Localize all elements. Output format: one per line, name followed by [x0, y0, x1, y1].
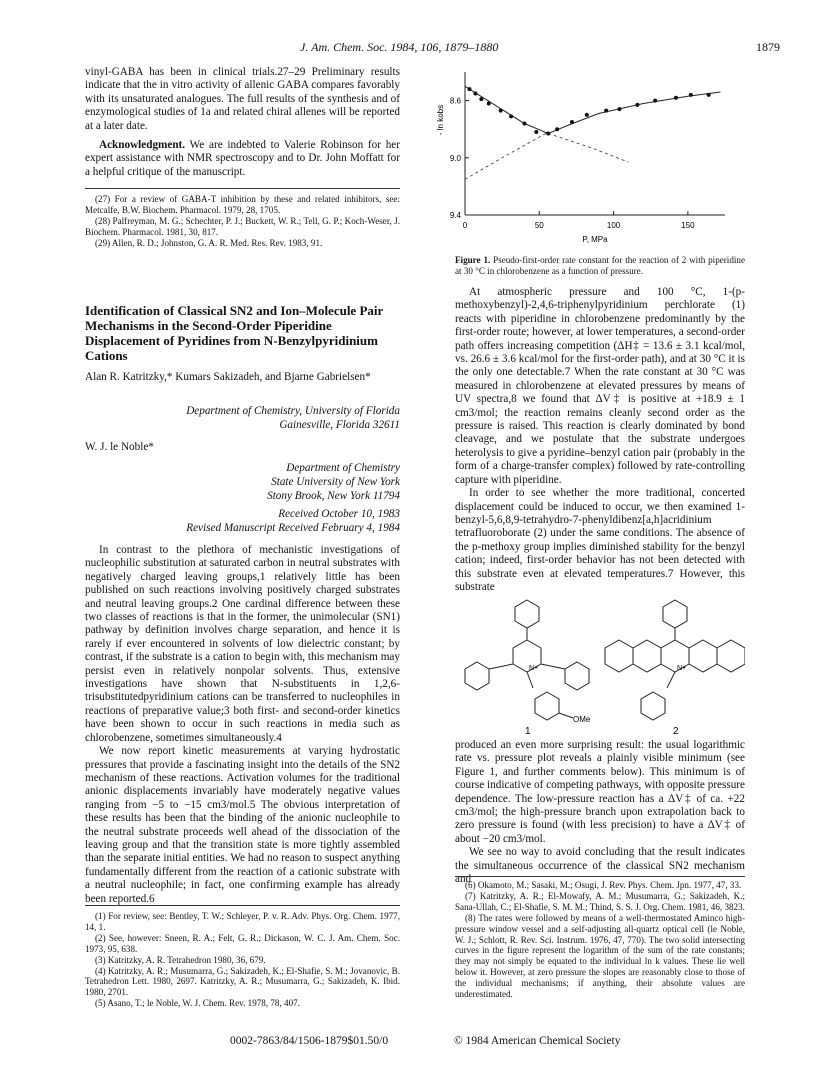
- body-left: In contrast to the plethora of mechanistic investigations of nucleophilic substitution at saturated carbon in neutral substrates with negatively charged leaving groups,1 relatively little has been published on such reactions involving positively charged substrates and neutral leaving groups.2 One cardinal difference between these two classes of reactions is that in the former, the unimolecular (SN1) pathway by definition involves charge separation, and hence it is rarely if ever encountered in solvents of low dielectric constant; by contrast, if the substrate is a cation to begin with, this mechanism may persist even in relatively nonpolar solvents. Thus, extensive investigations have shown that N-substituents in 1,2,6-trisubstitutedpyridinium cations can be transferred to nucleophiles in reactions of preparative value;3 both first- and second-order kinetics have been shown to occur in such reactions in media such as chlorobenzene, sometimes simultaneously.4 We now report kinetic measurements at varying hydrostatic pressures that provide a fascinating insight into the details of the SN2 mechanism of these reactions. Activation volumes for the traditional anionic displacements invariably have moderately negative values ranging from −5 to −15 cm3/mol.5 The obvious interpretation of these results has been that the binding of the anionic nucleophile to the neutral substrate proceeds well ahead of the dissociation of the leaving group and that the transition state is more tightly assembled than the separate initial entities. We had no reason to suspect anything fundamentally different from the reaction of a cationic substrate with a neutral nucleophile; in fact, one confirming example has already been reported.6: [85, 544, 400, 905]
- low-pressure-branch: [465, 132, 548, 179]
- x-axis-label: P, MPa: [582, 235, 608, 244]
- footnote: (4) Katritzky, A. R.; Musumarra, G.; Sakizadeh, K.; El-Shafie, S. M.; Jovanovic, B. Tetrahedron Lett. 1980, 2697. Katritzky, A. R.; Musumarra, G.; Sakizadeh, K. Ibid. 1980, 2701.: [85, 965, 400, 998]
- intro-paragraph: vinyl-GABA has been in clinical trials.27–29 Preliminary results indicate that the in vitro activity of allenic GABA compares favorably with its unsaturated analogues. The full results of the synthesis and of enzymological studies of 1a and related chiral allenes will be reported at a later date. Acknowledgment. We are indebted to Valerie Robinson for her expert assistance with NMR spectroscopy and to Dr. John Moffatt for a helpful critique of the manuscript.: [85, 66, 400, 178]
- x-tick-label: 50: [534, 221, 544, 230]
- data-point: [509, 114, 513, 118]
- authors-group-1: Alan R. Katritzky,* Kumars Sakizadeh, and Bjarne Gabrielsen*: [85, 371, 371, 383]
- data-point: [689, 93, 693, 97]
- ack-text: We are indebted to Valerie Robinson for her expert assistance with NMR spectroscopy and to Dr. John Moffatt for a helpful critique of the manuscript.: [85, 139, 400, 178]
- data-point: [487, 101, 491, 105]
- affiliation-2c: Stony Brook, New York 11794: [267, 490, 400, 502]
- footnote-rule: [85, 188, 400, 189]
- ome-label: OMe: [573, 715, 591, 724]
- data-point: [546, 131, 550, 135]
- data-point: [499, 109, 503, 113]
- data-point: [674, 96, 678, 100]
- footnote: (8) The rates were followed by means of a well-thermostated Aminco high-pressure window vessel and a self-adjusting all-quartz optical cell (le Noble, W. J.; Schlott, R. Rev. Sci. Instrum. 1976, 47, 770). The two solid intersecting curves in the figure represent the logarithm of the sum of the rate constants; they may not simply be equated to the individual ln k values. These lie well below it. However, at zero pressure the slopes are reasonably close to those of the individual mechanisms; if anything, their absolute values are underestimated.: [455, 912, 745, 1000]
- pressure-plot: [413, 60, 743, 255]
- data-point: [570, 120, 574, 124]
- data-point: [585, 113, 589, 117]
- footnotes-right: [455, 880, 745, 1000]
- body-right-2: produced an even more surprising result: the usual logarithmic rate vs. pressure plot reveals a plainly visible minimum (see Figure 1, and further comments below). This minimum is of course indicative of competing pathways, with opposite pressure dependence. The low-pressure reaction has a ΔV‡ of ca. +22 cm3/mol; the high-pressure branch upon extrapolation back to zero pressure is found (with less precision) to have a ΔV‡ of about −20 cm3/mol. We see no way to avoid concluding that the result indicates the simultaneous occurrence of the classical SN2 mechanism and: [455, 739, 745, 886]
- chemical-structures: [455, 596, 745, 736]
- data-point: [604, 109, 608, 113]
- data-point: [555, 127, 559, 131]
- footnote: (2) See, however: Sneen, R. A.; Felt, G. R.; Dickason, W. C. J. Am. Chem. Soc. 1973, 95, 638.: [85, 932, 400, 954]
- revised-date: Revised Manuscript Received February 4, 1984: [186, 522, 400, 534]
- structure-label-1: 1: [525, 726, 531, 736]
- figure-caption: Figure 1. Pseudo-first-order rate constant for the reaction of 2 with piperidine at 30 °C in chlorobenzene as a function of pressure.: [455, 255, 745, 276]
- authors-group-2: W. J. le Noble*: [85, 441, 154, 453]
- affiliation-1b: Gainesville, Florida 32611: [279, 419, 400, 431]
- data-point: [522, 121, 526, 125]
- x-tick-label: 100: [606, 221, 621, 230]
- footnote: (27) For a review of GABA-T inhibition by these and related inhibitors, see: Metcalfe, B.W. Biochem. Pharmacol. 1979, 28, 1705.: [85, 194, 400, 215]
- data-point: [707, 93, 711, 97]
- page-number: 1879: [756, 40, 780, 54]
- footnote-rule: [85, 905, 400, 906]
- footer-copyright: © 1984 American Chemical Society: [454, 1035, 621, 1047]
- received-date: Received October 10, 1983: [278, 508, 400, 520]
- ack-heading: Acknowledgment.: [99, 139, 186, 152]
- structure-label-2: 2: [673, 726, 679, 736]
- article-title: Identification of Classical SN2 and Ion–Molecule Pair Mechanisms in the Second-Order Piperidine Displacement of Pyridines from N-Benzylpyridinium Cations: [85, 303, 384, 363]
- y-tick-label: 8.6: [449, 96, 461, 106]
- plot-axes: [465, 72, 725, 215]
- plot-ticks: [450, 97, 695, 230]
- data-point: [479, 97, 483, 101]
- footnote: (1) For review, see: Bentley, T. W.; Schleyer, P. v. R. Adv. Phys. Org. Chem. 1977, 14, 1.: [85, 911, 400, 932]
- affiliation-2a: Department of Chemistry: [286, 462, 400, 474]
- data-point: [467, 87, 471, 91]
- footer-code: 0002-7863/84/1506-1879$01.50/0: [230, 1035, 389, 1047]
- footnote: (3) Katritzky, A. R. Tetrahedron 1980, 36, 679.: [95, 954, 266, 965]
- footnote: (29) Allen, R. D.; Johnston, G. A. R. Med. Res. Rev. 1983, 91.: [95, 237, 323, 248]
- n-plus-label-2: N+: [677, 665, 687, 672]
- journal-header: J. Am. Chem. Soc. 1984, 106, 1879–1880: [300, 40, 499, 54]
- footnote: (28) Palfreyman, M. G.; Schechter, P. J.; Buckett, W. R.; Tell, G. P.; Koch-Weser, J. Biochem. Pharmacol. 1981, 30, 817.: [85, 215, 400, 237]
- x-tick-label: 150: [681, 221, 695, 230]
- data-point: [618, 107, 622, 111]
- y-tick-label: 9.0: [449, 153, 461, 163]
- structure-1: [465, 600, 589, 720]
- structure-2: [605, 600, 745, 720]
- data-point: [653, 99, 657, 103]
- affiliation-1a: Department of Chemistry, University of Florida: [186, 405, 400, 417]
- data-point: [635, 103, 639, 107]
- body-right-1: At atmospheric pressure and 100 °C, 1-(p-methoxybenzyl)-2,4,6-triphenylpyridinium perchlorate (1) reacts with piperidine in chlorobenzene predominantly by the first-order route; however, at lower temperatures, a second-order path offers increasing competition (ΔH‡ = 13.6 ± 3.1 kcal/mol, vs. 26.6 ± 3.6 kcal/mol for the first-order path), and at 30 °C it is the only one detectable.7 When the rate constant at 30 °C was measured in chlorobenzene at elevated pressures by means of UV spectra,8 we found that ΔV‡ is positive at +18.9 ± 1 cm3/mol; the reaction remains cleanly second order as the pressure is raised. This reaction is clearly dominated by bond cleavage, and we postulate that the substrate undergoes heterolysis to give a pyridine–benzyl cation pair (probably in the form of a charge-transfer complex) followed by rate-controlling capture with piperidine. In order to see whether the more traditional, concerted displacement could be induced to occur, we then examined 1-benzyl-5,6,8,9-tetrahydro-7-phenyldibenz[a,h]acridinium tetrafluoroborate (2) under the same conditions. The absence of the p-methoxy group implies diminished stability for the benzyl cation; indeed, first-order behavior has not been detected with this substrate even at elevated temperatures.7 However, this substrate: [455, 286, 745, 593]
- footnote: (5) Asano, T.; le Noble, W. J. Chem. Rev. 1978, 78, 407.: [95, 998, 300, 1009]
- footnotes-bottom: [85, 911, 400, 1009]
- footnote: (6) Okamoto, M.; Sasaki, M.; Osugi, J. Rev. Phys. Chem. Jpn. 1977, 47, 33.: [465, 880, 742, 890]
- fitted-curve: [465, 86, 721, 133]
- footnote: (7) Katritzky, A. R.; El-Mowafy, A. M.; Musumarra, G.; Sakizadeh, K.; Sana-Ullah, C.; El-Shafie, S. M. M.; Thind, S. S. J. Org. Chem. 1981, 46, 3823.: [455, 890, 745, 912]
- n-plus-label-1: N+: [529, 665, 539, 672]
- footnote-rule: [455, 876, 745, 877]
- footnotes-top: [85, 194, 400, 249]
- y-tick-label: 9.4: [449, 211, 461, 220]
- data-point: [473, 91, 477, 95]
- data-point: [534, 130, 538, 134]
- x-tick-label: 0: [462, 221, 468, 230]
- y-axis-label: - ln kobs: [436, 104, 445, 136]
- high-pressure-branch: [548, 134, 628, 163]
- affiliation-2b: State University of New York: [271, 476, 400, 488]
